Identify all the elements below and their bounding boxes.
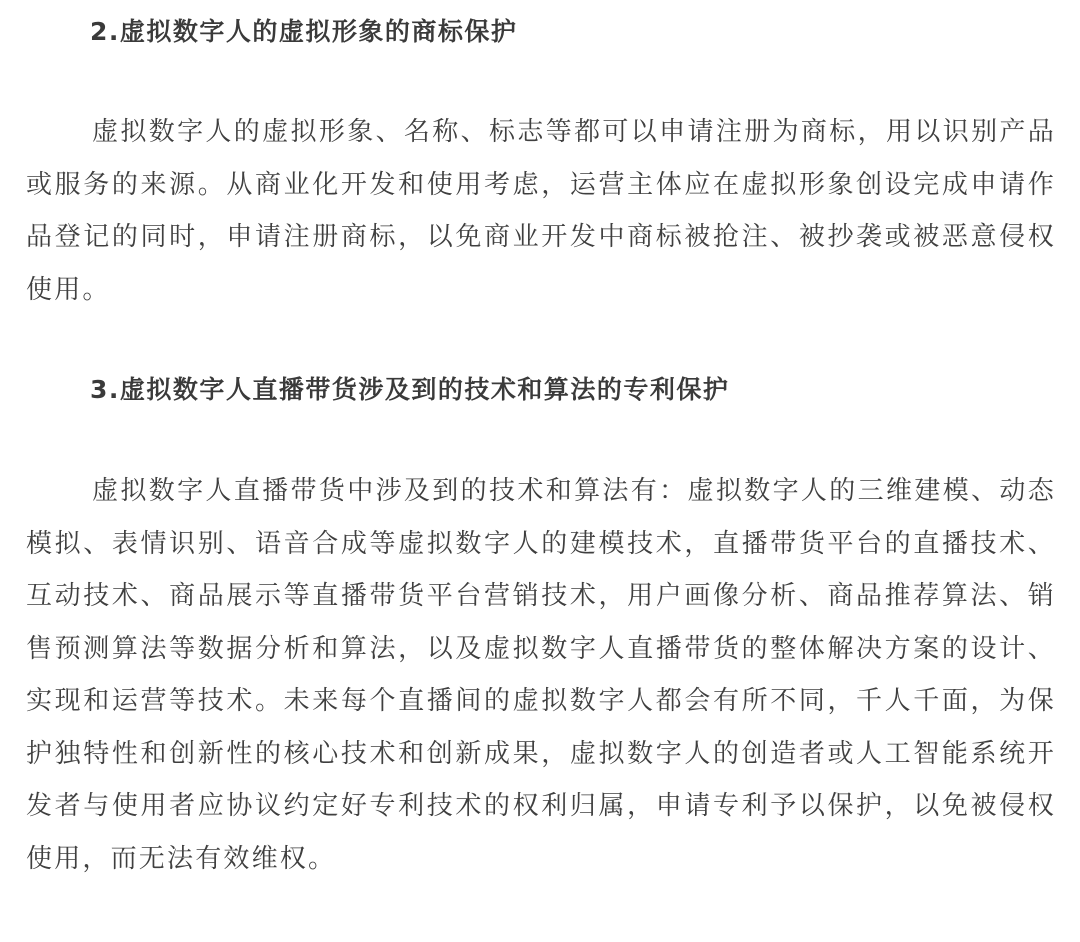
section-paragraph-trademark: 虚拟数字人的虚拟形象、名称、标志等都可以申请注册为商标，用以识别产品或服务的来源。从商业化开发和使用考虑，运营主体应在虚拟形象创设完成申请作品登记的同时，申请注册商标，以免商业开发中商标被抢注、被抄袭或被恶意侵权使用。 [26,117,1056,305]
section-heading-patent: 3.虚拟数字人直播带货涉及到的技术和算法的专利保护 [90,375,730,404]
section-heading-trademark: 2.虚拟数字人的虚拟形象的商标保护 [90,17,518,46]
section-paragraph-patent: 虚拟数字人直播带货中涉及到的技术和算法有：虚拟数字人的三维建模、动态模拟、表情识别、语音合成等虚拟数字人的建模技术，直播带货平台的直播技术、互动技术、商品展示等直播带货平台营销技术，用户画像分析、商品推荐算法、销售预测算法等数据分析和算法，以及虚拟数字人直播带货的整体解决方案的设计、实现和运营等技术。未来每个直播间的虚拟数字人都会有所不同，千人千面，为保护独特性和创新性的核心技术和创新成果，虚拟数字人的创造者或人工智能系统开发者与使用者应协议约定好专利技术的权利归属，申请专利予以保护，以免被侵权使用，而无法有效维权。 [26,476,1056,874]
